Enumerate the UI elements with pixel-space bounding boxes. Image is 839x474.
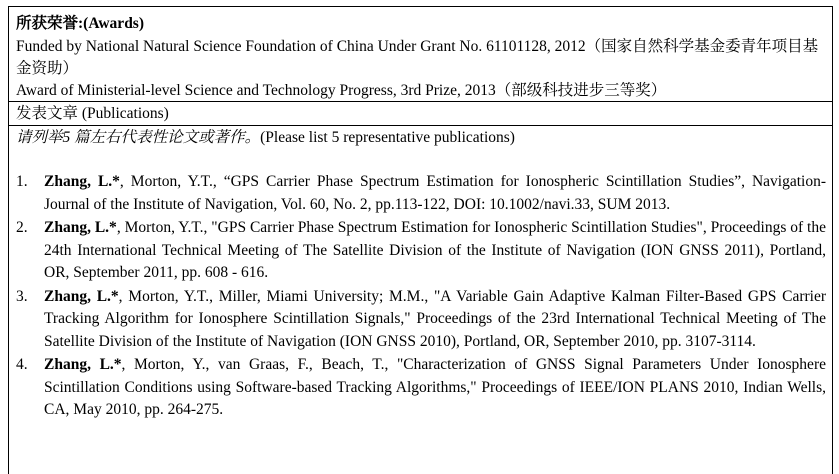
publication-number: 2. xyxy=(16,219,28,236)
publication-number: 1. xyxy=(16,173,28,190)
awards-section xyxy=(9,7,832,102)
awards-title: 所获荣誉:(Awards) xyxy=(16,15,145,32)
publication-item xyxy=(9,354,832,422)
publication-details: , Morton, Y.T., Miller, Miami University; M.M., "A Variable Gain Adaptive Kalman Filter-Based GPS Carrier Tracking Algorithm for Ionosphere Scintillation Signals," Proceedings of the 23rd International Technical Meeting of The Satellite Division of the Institute of Navigation (ION GNSS 2010), Portland, OR, September 2010, pp. 3107-3114. xyxy=(44,287,827,350)
publication-number: 3. xyxy=(16,287,28,305)
publication-author: Zhang, L.* xyxy=(44,287,119,305)
document-table xyxy=(8,6,833,474)
publication-details: , Morton, Y., van Graas, F., Beach, T., "Characterization of GNSS Signal Parameters Under Ionosphere Scintillation Conditions using Software-based Tracking Algorithms," Proceedings of IEEE/ION PLANS 2010, Indian Wells, CA, May 2010, pp. 264-275. xyxy=(44,356,826,418)
instruction-zh: 请列举5 篇左右代表性论文或著作。 xyxy=(16,129,261,146)
instruction-en: (Please list 5 representative publications) xyxy=(260,129,515,146)
award-line-1: Funded by National Natural Science Foundation of China Under Grant No. 61101128, 2012（国家自然科学基金委青年项目基金资助） xyxy=(16,38,819,77)
publication-list xyxy=(9,171,832,422)
publication-number: 4. xyxy=(16,356,28,373)
publication-item xyxy=(9,217,832,285)
publications-instruction xyxy=(9,127,832,149)
publication-item xyxy=(9,171,832,216)
publication-details: , Morton, Y.T., "GPS Carrier Phase Spectrum Estimation for Ionospheric Scintillation Studies", Proceedings of the 24th International Technical Meeting of The Satellite Division of the Institute of Navigation (ION GNSS 2011), Portland, OR, September 2011, pp. 608 - 616. xyxy=(44,219,826,281)
publication-author: Zhang, L.* xyxy=(44,356,122,373)
award-line-2: Award of Ministerial-level Science and Technology Progress, 3rd Prize, 2013（部级科技进步三等奖） xyxy=(16,82,667,99)
publications-heading: 发表文章 (Publications) xyxy=(9,102,832,126)
publication-author: Zhang, L.* xyxy=(44,173,120,190)
publication-item xyxy=(9,286,832,354)
publication-author: Zhang, L.* xyxy=(44,219,117,236)
publication-details: , Morton, Y.T., “GPS Carrier Phase Spectrum Estimation for Ionospheric Scintillation Studies”, Navigation-Journal of the Institute of Navigation, Vol. 60, No. 2, pp.113-122, DOI: 10.1002/navi.33, SUM 2013. xyxy=(44,173,827,213)
